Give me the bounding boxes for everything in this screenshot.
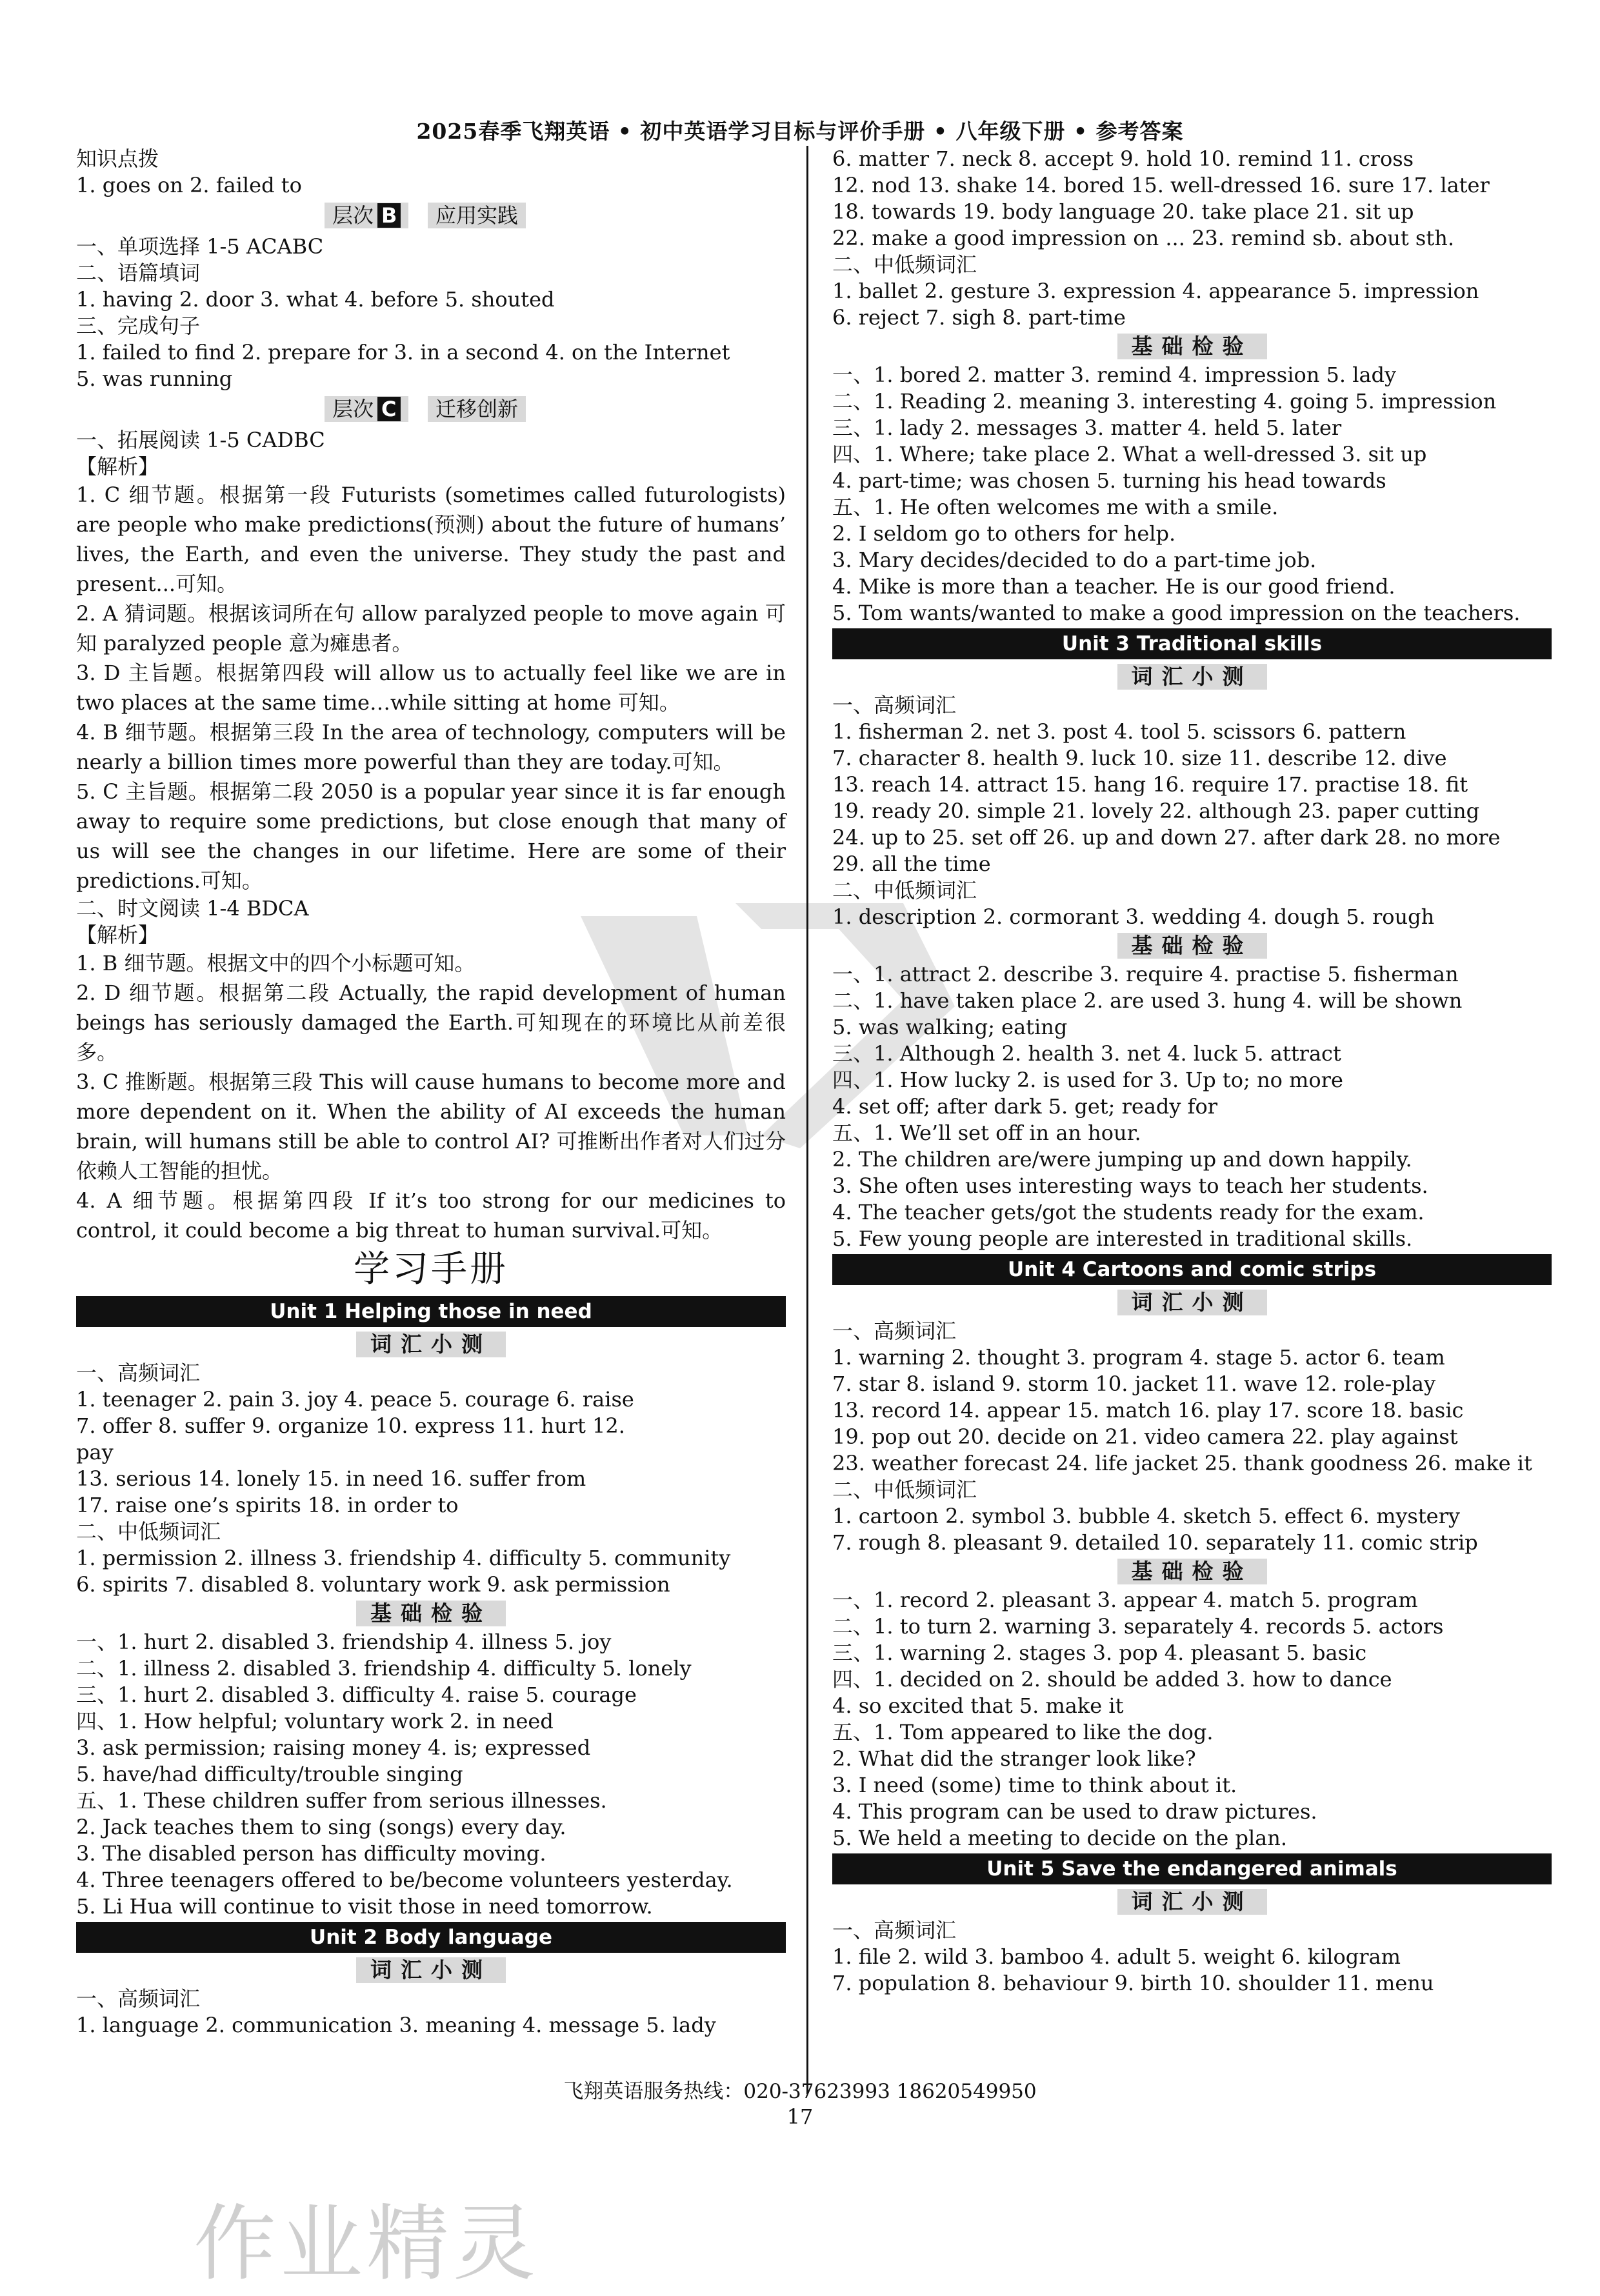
section-label <box>832 1886 1552 1917</box>
section-label-text: 词汇小测 <box>1117 664 1267 690</box>
answer-line: 2. What did the stranger look like? <box>832 1746 1196 1771</box>
answer-line: 三、1. Although 2. health 3. net 4. luck 5. attract <box>832 1041 1341 1066</box>
answer-line: 1. permission 2. illness 3. friendship 4. difficulty 5. community <box>76 1546 731 1570</box>
answer-line: 知识点拨 <box>76 146 159 171</box>
right-column <box>832 146 1552 1997</box>
section-label <box>832 661 1552 692</box>
answer-line: 7. character 8. health 9. luck 10. size 11. describe 12. dive <box>832 746 1447 770</box>
section-label-text: 词汇小测 <box>356 1957 506 1983</box>
answer-line: 一、1. record 2. pleasant 3. appear 4. match 5. program <box>832 1588 1418 1612</box>
answer-line: 二、中低频词汇 <box>832 1477 977 1502</box>
answer-line: 4. This program can be used to draw pictures. <box>832 1799 1317 1824</box>
unit-title-bar: Unit 5 Save the endangered animals <box>832 1853 1552 1884</box>
answer-line: 2. I seldom go to others for help. <box>832 521 1176 546</box>
answer-line: 18. towards 19. body language 20. take place 21. sit up <box>832 199 1414 224</box>
answer-line: 四、1. How lucky 2. is used for 3. Up to; no more <box>832 1068 1343 1092</box>
answer-line: 一、1. hurt 2. disabled 3. friendship 4. illness 5. joy <box>76 1630 612 1654</box>
answer-line: 17. raise one’s spirits 18. in order to <box>76 1493 459 1517</box>
section-label <box>76 1329 786 1360</box>
answer-line: 19. ready 20. simple 21. lovely 22. although 23. paper cutting <box>832 799 1480 823</box>
section-label <box>76 1955 786 1986</box>
answer-line: 7. star 8. island 9. storm 10. jacket 11. wave 12. role-play <box>832 1372 1436 1396</box>
answer-line: 一、高频词汇 <box>76 1361 201 1385</box>
answer-line: 3. Mary decides/decided to do a part-time job. <box>832 548 1317 572</box>
answer-line: 1. file 2. wild 3. bamboo 4. adult 5. weight 6. kilogram <box>832 1944 1401 1969</box>
answer-line: pay <box>76 1440 114 1464</box>
answer-line: 5. Tom wants/wanted to make a good impression on the teachers. <box>832 601 1521 625</box>
level-letter: B <box>377 203 401 228</box>
answer-line: 5. was walking; eating <box>832 1015 1068 1039</box>
answer-line: 1. ballet 2. gesture 3. expression 4. appearance 5. impression <box>832 279 1479 303</box>
section-label-text: 基础检验 <box>1117 933 1267 959</box>
answer-line: 一、1. bored 2. matter 3. remind 4. impression 5. lady <box>832 363 1397 387</box>
answer-line: 二、中低频词汇 <box>832 878 977 903</box>
answer-line: 1. cartoon 2. symbol 3. bubble 4. sketch 5. effect 6. mystery <box>832 1504 1460 1528</box>
answer-line: 1. failed to find 2. prepare for 3. in a second 4. on the Internet <box>76 340 730 364</box>
answer-line: 13. serious 14. lonely 15. in need 16. suffer from <box>76 1466 586 1491</box>
answer-line: 7. offer 8. suffer 9. organize 10. express 11. hurt 12. <box>76 1413 625 1438</box>
explanation-paragraph: 2. A 猜词题。根据该词所在句 allow paralyzed people to move again 可知 paralyzed people 意为瘫患者。 <box>76 601 786 655</box>
answer-line: 13. reach 14. attract 15. hang 16. require 17. practise 18. fit <box>832 772 1468 797</box>
column-divider <box>806 146 808 2094</box>
answer-line: 2. Jack teaches them to sing (songs) every day. <box>76 1815 566 1839</box>
answer-line: 5. have/had difficulty/trouble singing <box>76 1762 463 1786</box>
unit-title-bar: Unit 3 Traditional skills <box>832 628 1552 659</box>
explanation-paragraph: 4. A 细节题。根据第四段 If it’s too strong for our medicines to control, it could become a big threat to human survival.可知。 <box>76 1188 786 1243</box>
answer-line: 一、高频词汇 <box>832 1918 957 1942</box>
watermark-text: 作业精灵 <box>194 2196 540 2292</box>
answer-line: 四、1. How helpful; voluntary work 2. in need <box>76 1709 554 1733</box>
page-number: 17 <box>786 2104 814 2129</box>
section-label-text: 基础检验 <box>356 1601 506 1626</box>
answer-line: 24. up to 25. set off 26. up and down 27. after dark 28. no more <box>832 825 1501 850</box>
page-header: 2025春季飞翔英语 • 初中英语学习目标与评价手册 • 八年级下册 • 参考答案 <box>416 119 1184 144</box>
answer-line: 二、1. to turn 2. warning 3. separately 4. records 5. actors <box>832 1614 1444 1639</box>
answer-line: 一、1. attract 2. describe 3. require 4. practise 5. fisherman <box>832 962 1459 986</box>
answer-line: 5. Li Hua will continue to visit those in need tomorrow. <box>76 1894 653 1919</box>
level-heading <box>76 200 786 232</box>
answer-line: 五、1. He often welcomes me with a smile. <box>832 495 1279 519</box>
unit-title-bar: Unit 1 Helping those in need <box>76 1296 786 1327</box>
level-title: 迁移创新 <box>428 396 526 422</box>
explanation-paragraph: 1. C 细节题。根据第一段 Futurists (sometimes called futurologists) are people who make predictions(预测) about the future of humans’ lives, the Earth, and even the universe. They study the past and present...可知。 <box>76 483 786 596</box>
explanation-paragraph: 4. B 细节题。根据第三段 In the area of technology, computers will be nearly a billion times more powerful than they are today.可知。 <box>76 720 786 774</box>
answer-line: 4. Mike is more than a teacher. He is our good friend. <box>832 574 1395 599</box>
section-label-text: 词汇小测 <box>356 1332 506 1357</box>
explanation-paragraph: 3. D 主旨题。根据第四段 will allow us to actually feel like we are in two places at the same time…while sitting at home 可知。 <box>76 661 786 715</box>
section-label-text: 词汇小测 <box>1117 1889 1267 1915</box>
explanation-paragraph: 5. C 主旨题。根据第二段 2050 is a popular year since it is far enough away to require some predictions, but close enough that many of us will see the changes in our lifetime. Here are some of their predictions.可知。 <box>76 779 786 893</box>
answer-line: 1. goes on 2. failed to <box>76 173 302 197</box>
level-word: 层次 <box>332 397 374 421</box>
answer-line: 4. so excited that 5. make it <box>832 1693 1124 1718</box>
section-label <box>832 930 1552 961</box>
answer-line: 22. make a good impression on ... 23. remind sb. about sth. <box>832 226 1454 250</box>
answer-line: 19. pop out 20. decide on 21. video camera 22. play against <box>832 1424 1458 1449</box>
answer-line: 6. spirits 7. disabled 8. voluntary work 9. ask permission <box>76 1572 670 1597</box>
answer-line: 7. rough 8. pleasant 9. detailed 10. separately 11. comic strip <box>832 1530 1478 1555</box>
service-hotline: 飞翔英语服务热线：020-37623993 18620549950 <box>563 2080 1037 2103</box>
answer-line: 7. population 8. behaviour 9. birth 10. shoulder 11. menu <box>832 1971 1434 1995</box>
answer-line: 一、高频词汇 <box>832 693 957 717</box>
answer-line: 23. weather forecast 24. life jacket 25. thank goodness 26. make it <box>832 1451 1532 1475</box>
answer-line: 五、1. These children suffer from serious illnesses. <box>76 1788 607 1813</box>
explanation-paragraph: 2. D 细节题。根据第二段 Actually, the rapid development of human beings has seriously damaged the Earth.可知现在的环境比从前差很多。 <box>76 981 786 1064</box>
answer-line: 五、1. We’ll set off in an hour. <box>832 1121 1141 1145</box>
answer-line: 4. set off; after dark 5. get; ready for <box>832 1094 1218 1119</box>
section-label-text: 词汇小测 <box>1117 1290 1267 1315</box>
answer-line: 29. all the time <box>832 852 991 876</box>
answer-line: 一、高频词汇 <box>76 1986 201 2011</box>
answer-line: 3. The disabled person has difficulty moving. <box>76 1841 546 1866</box>
answer-line: 三、完成句子 <box>76 314 201 338</box>
level-title: 应用实践 <box>428 203 526 228</box>
level-word: 层次 <box>332 203 374 228</box>
answer-line: 3. ask permission; raising money 4. is; expressed <box>76 1735 591 1760</box>
unit-title-bar: Unit 2 Body language <box>76 1922 786 1953</box>
level-letter: C <box>377 397 400 421</box>
answer-line: 四、1. decided on 2. should be added 3. how to dance <box>832 1667 1392 1692</box>
answer-line: 13. record 14. appear 15. match 16. play 17. score 18. basic <box>832 1398 1464 1423</box>
answer-line: 【解析】 <box>76 923 159 947</box>
level-label <box>325 396 408 422</box>
answer-line: 二、语篇填词 <box>76 261 201 285</box>
answer-line: 4. Three teenagers offered to be/become volunteers yesterday. <box>76 1868 733 1892</box>
section-label <box>832 1287 1552 1318</box>
answer-line: 二、中低频词汇 <box>76 1519 221 1544</box>
section-label <box>76 1598 786 1629</box>
answer-line: 6. matter 7. neck 8. accept 9. hold 10. remind 11. cross <box>832 146 1414 171</box>
explanation-paragraph: 1. B 细节题。根据文中的四个小标题可知。 <box>76 951 475 975</box>
answer-line: 【解析】 <box>76 454 159 479</box>
answer-line: 1. description 2. cormorant 3. wedding 4. dough 5. rough <box>832 904 1435 929</box>
answer-line: 二、1. Reading 2. meaning 3. interesting 4. going 5. impression <box>832 389 1497 414</box>
answer-line: 三、1. hurt 2. disabled 3. difficulty 4. raise 5. courage <box>76 1682 637 1707</box>
level-label <box>325 203 408 228</box>
answer-line: 二、1. illness 2. disabled 3. friendship 4. difficulty 5. lonely <box>76 1656 692 1681</box>
answer-line: 二、1. have taken place 2. are used 3. hung 4. will be shown <box>832 988 1463 1013</box>
section-label-text: 基础检验 <box>1117 1559 1267 1584</box>
answer-line: 4. part-time; was chosen 5. turning his head towards <box>832 468 1386 493</box>
answer-line: 一、高频词汇 <box>832 1319 957 1343</box>
answer-line: 1. language 2. communication 3. meaning 4. message 5. lady <box>76 2013 716 2037</box>
answer-line: 二、时文阅读 1-4 BDCA <box>76 896 309 921</box>
answer-line: 5. was running <box>76 366 233 391</box>
answer-line: 1. teenager 2. pain 3. joy 4. peace 5. courage 6. raise <box>76 1387 634 1412</box>
answer-line: 12. nod 13. shake 14. bored 15. well-dressed 16. sure 17. later <box>832 173 1490 197</box>
answer-line: 2. The children are/were jumping up and down happily. <box>832 1147 1412 1172</box>
answer-line: 1. having 2. door 3. what 4. before 5. shouted <box>76 287 555 312</box>
unit-title-bar: Unit 4 Cartoons and comic strips <box>832 1254 1552 1285</box>
explanation-paragraph: 3. C 推断题。根据第三段 This will cause humans to become more and more dependent on it. When the ability of AI exceeds the human brain, will humans still be able to control AI? 可推断出作者对人们过分依赖人工智能的担忧。 <box>76 1070 786 1183</box>
answer-line: 五、1. Tom appeared to like the dog. <box>832 1720 1214 1744</box>
answer-line: 3. I need (some) time to think about it. <box>832 1773 1237 1797</box>
answer-line: 5. Few young people are interested in traditional skills. <box>832 1226 1413 1251</box>
level-heading <box>76 394 786 426</box>
answer-line: 一、单项选择 1-5 ACABC <box>76 234 324 259</box>
answer-line: 1. warning 2. thought 3. program 4. stage 5. actor 6. team <box>832 1345 1445 1370</box>
answer-line: 四、1. Where; take place 2. What a well-dressed 3. sit up <box>832 442 1427 466</box>
answer-line: 三、1. warning 2. stages 3. pop 4. pleasant 5. basic <box>832 1641 1367 1665</box>
answer-line: 二、中低频词汇 <box>832 252 977 277</box>
answer-line: 3. She often uses interesting ways to teach her students. <box>832 1173 1428 1198</box>
left-column <box>76 146 786 2039</box>
answer-line: 5. We held a meeting to decide on the plan. <box>832 1826 1288 1850</box>
section-label <box>832 1556 1552 1587</box>
answer-line: 6. reject 7. sigh 8. part-time <box>832 305 1126 330</box>
answer-line: 一、拓展阅读 1-5 CADBC <box>76 428 325 452</box>
section-label <box>832 331 1552 362</box>
handbook-title: 学习手册 <box>354 1248 508 1290</box>
answer-line: 三、1. lady 2. messages 3. matter 4. held 5. later <box>832 415 1342 440</box>
section-label-text: 基础检验 <box>1117 334 1267 359</box>
answer-line: 4. The teacher gets/got the students ready for the exam. <box>832 1200 1425 1224</box>
answer-line: 1. fisherman 2. net 3. post 4. tool 5. scissors 6. pattern <box>832 719 1406 744</box>
